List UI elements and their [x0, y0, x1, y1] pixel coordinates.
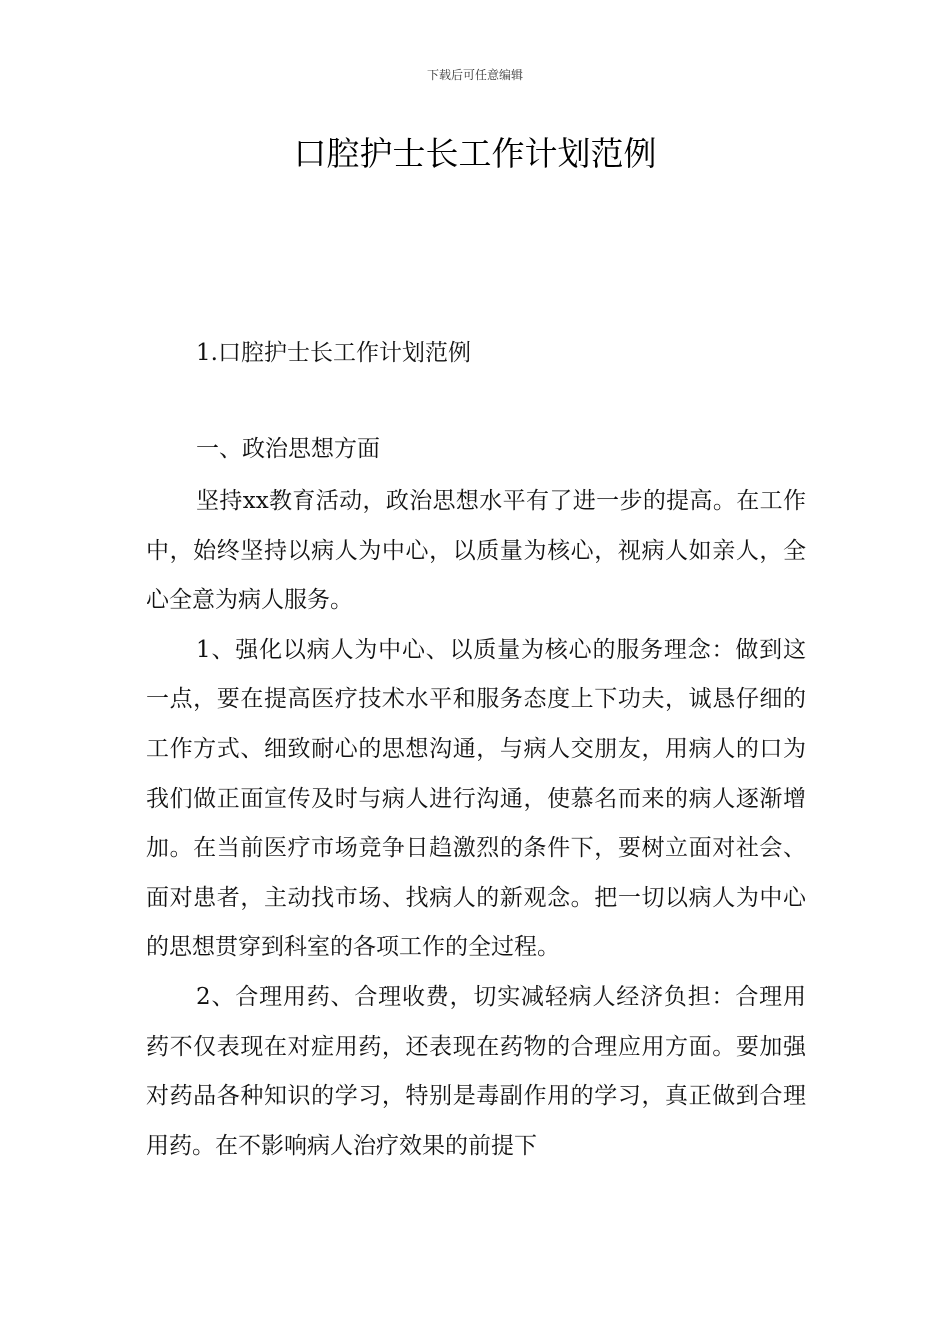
paragraph: 坚持xx教育活动，政治思想水平有了进一步的提高。在工作中，始终坚持以病人为中心，以质量为核心，视病人如亲人，全心全意为病人服务。: [146, 488, 806, 614]
paragraph: 2、合理用药、合理收费，切实减轻病人经济负担：合理用药不仅表现在对症用药，还表现在药物的合理应用方面。要加强对药品各种知识的学习，特别是毒副作用的学习，真正做到合理用药。在不影响病人治疗效果的前提下: [146, 983, 806, 1159]
section-heading: 一、政治思想方面: [196, 436, 380, 462]
document-title: 口腔护士长工作计划范例: [293, 134, 657, 173]
paragraph: 1、强化以病人为中心、以质量为核心的服务理念：做到这一点，要在提高医疗技术水平和服务态度上下功夫，诚恳仔细的工作方式、细致耐心的思想沟通，与病人交朋友，用病人的口为我们做正面宣传及时与病人进行沟通，使慕名而来的病人逐渐增加。在当前医疗市场竞争日趋激烈的条件下，要树立面对社会、面对患者，主动找市场、找病人的新观念。把一切以病人为中心的思想贯穿到科室的各项工作的全过程。: [146, 636, 806, 961]
document-subtitle: 1.口腔护士长工作计划范例: [196, 340, 471, 366]
body-text: [146, 477, 806, 1171]
header-note: 下载后可任意编辑: [426, 68, 523, 82]
